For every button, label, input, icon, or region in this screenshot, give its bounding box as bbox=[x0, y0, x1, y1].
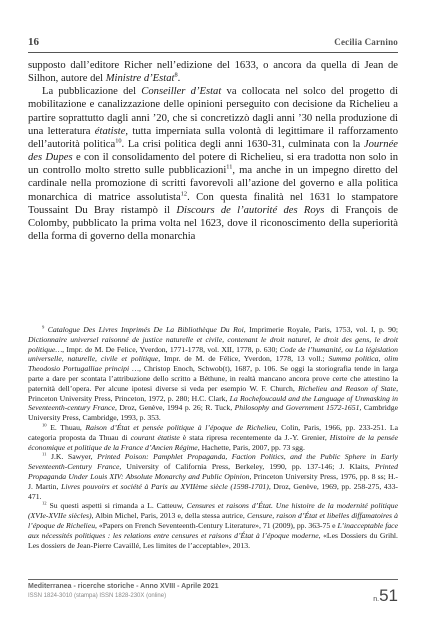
italic-text: Conseiller d’Estat bbox=[141, 86, 222, 98]
note-reference: 12 bbox=[180, 190, 188, 198]
text-run: va collocata nel solco del progetto di mobilitazione e canalizzazione delle opinioni perseguito con decisione da Richelieu a partire soprattutto dagli anni ’20, che si concretizzò dagli anni ’30 nella produzione di una letteratura bbox=[28, 86, 399, 137]
italic-text: Ministre d’Estat bbox=[105, 73, 175, 85]
note-reference: 8 bbox=[174, 71, 178, 79]
footer-rule bbox=[28, 579, 398, 580]
italic-text: Histoire de la pensée économique et politique de la France d’Ancien Régime bbox=[28, 432, 398, 452]
italic-text: Discours de l’autorité des Roys bbox=[176, 204, 325, 216]
footnotes bbox=[28, 325, 398, 550]
text-run: , Impr. de M. De Felice, Yverdon, 1771-1778, vol. XII, 1778, p. 630; bbox=[62, 344, 280, 354]
note-reference: 12 bbox=[42, 500, 47, 506]
text-run: . bbox=[177, 73, 181, 85]
text-run: , «Papers on French Seventeenth-Century Literature», 71 (2009), pp. 363-75 e bbox=[95, 520, 338, 530]
note-reference: 10 bbox=[42, 422, 47, 428]
text-run: , tutta imperniata sulla volontà di legittimare il rafforzamento dell’autorità politica bbox=[28, 125, 399, 150]
page-number-value: 51 bbox=[379, 586, 398, 605]
text-run: E. Thuau, bbox=[46, 422, 86, 432]
text-run: La pubblicazione del bbox=[42, 86, 142, 98]
footer-page-number bbox=[373, 586, 398, 606]
note-reference: 11 bbox=[42, 451, 47, 457]
text-run: . La crisi politica degli anni 1630-31, culminata con la bbox=[121, 138, 364, 150]
note-reference: 10 bbox=[115, 137, 122, 145]
text-run: , University of California Press, Berkeley, 1990, pp. 137-146; J. Klaits, bbox=[119, 462, 375, 472]
italic-text: Summa politica, olim Theodosio Portugalliae principi … bbox=[28, 354, 398, 374]
note-reference: 11 bbox=[226, 163, 233, 171]
footnote bbox=[28, 325, 398, 423]
text-run: , «Les Dossiers du Grihl. Les dossiers de Jean-Pierre Cavaillé, Les limites de l’acceptable», 2013. bbox=[28, 530, 398, 550]
body-paragraph bbox=[28, 59, 398, 85]
italic-text: Censures et raisons d’État. Une histoire de la modernité politique (XVIe-XVIIe siècles) bbox=[28, 501, 399, 521]
text-run: , Cambridge University Press, Cambridge, 1993, p. 353. bbox=[28, 403, 398, 423]
text-run: è stata ripresa recentemente da J.-Y. Grenier, bbox=[179, 432, 330, 442]
text-run: . Con questa finalità nel 1631 lo stampatore Toussaint Du Bray ristampò il bbox=[28, 191, 399, 216]
italic-text: Journée des Dupes bbox=[28, 138, 398, 164]
header-rule bbox=[28, 52, 398, 53]
italic-text: Livres pouvoirs et société à Paris au XVIIème siècle (1598-1701) bbox=[61, 481, 269, 491]
issn-info: ISSN 1824-3010 (stampa) ISSN 1828-230X (online) bbox=[28, 593, 167, 599]
running-head-author: Cecilia Carnino bbox=[334, 37, 398, 47]
text-run: , Albin Michel, Paris, 2013 e, della stessa autrice, bbox=[91, 511, 247, 521]
text-run: , Droz, Genève, 1994 p. 26; R. Tuck, bbox=[114, 403, 235, 413]
italic-text: Richelieu and Reason of State bbox=[298, 383, 397, 393]
journal-info: Mediterranea - ricerche storiche - Anno XVIII - Aprile 2021 bbox=[28, 583, 219, 590]
text-run: , Imprimerie Royale, Paris, 1753, vol. I, p. 90; bbox=[243, 325, 398, 334]
italic-text: Dictionnaire universel raisonné de justice naturelle et civile, contenant le droit naturel, le droit des gens, le droit politique… bbox=[28, 334, 398, 354]
italic-text: étatiste bbox=[94, 125, 126, 137]
italic-text: Raison d’État et pensée politique à l’époque de Richelieu bbox=[85, 422, 276, 432]
italic-text: Code de l’humanité, ou La législation universelle, naturelle, civile et politique bbox=[28, 344, 398, 364]
italic-text: L’inacceptable face aux nécessités politiques : les relations entre censures et raisons d’État à l’époque moderne bbox=[28, 520, 398, 540]
italic-text: La Rochefoucauld and the Language of Unmasking in Seventeenth-century France bbox=[28, 393, 398, 413]
footnote bbox=[28, 423, 398, 452]
body-text bbox=[28, 59, 398, 243]
text-run: , Hachette, Paris, 2007, pp. 73 sgg. bbox=[197, 442, 305, 452]
page-header bbox=[28, 36, 398, 50]
text-run: , Impr. de M. de Félice, Yverdon, 1778, 13 voll.; bbox=[158, 354, 329, 364]
italic-text: Censure, raison d’État et libelles diffamatoires à l’époque de Richelieu bbox=[28, 511, 398, 530]
text-run: , Christop Enoch, Schwob(t), 1687, p. 106. Se oggi la storiografia tende in larga parte a dare per scontata l’attribuzione dello scritto a Béthune, in realtà mancano ancora prove certe che attestino la paternità dell’opera. Per alcune ipotesi diverse si veda per esempio W. F. Church, bbox=[28, 364, 398, 393]
page-prefix: n. bbox=[373, 596, 380, 603]
italic-text: Catalogue Des Livres Imprimés De La Bibliothèque Du Roi bbox=[47, 325, 244, 334]
text-run: , Princeton University Press, 1976, pp. 8 ss; H.-J. Martin, bbox=[28, 471, 398, 491]
text-run: , ma anche in un impegno diretto del cardinale nella promozione di scritti favorevoli all’azione del governo e alla politica monarchica di matrice assolutista bbox=[28, 165, 398, 203]
italic-text: Printed Poison: Pamphlet Propaganda, Faction Politics, and the Public Sphere in Early Seventeenth-Century France bbox=[28, 452, 398, 472]
note-reference: 9 bbox=[42, 324, 45, 330]
text-run: Su questi aspetti si rimanda a L. Catteuw, bbox=[46, 501, 187, 511]
page-footer bbox=[28, 583, 398, 611]
italic-text: Printed Propaganda Under Louis XIV: Absolute Monarchy and Public Opinion bbox=[28, 462, 399, 481]
body-paragraph bbox=[28, 85, 398, 243]
italic-text: courant étatiste bbox=[130, 432, 180, 442]
text-run: e con il consolidamento del potere di Richelieu, si era tradotta non solo in un controllo molto stretto sulle pubblicazioni bbox=[28, 152, 398, 177]
footnote bbox=[28, 501, 398, 550]
text-run: supposto dall’editore Richer nell’edizione del 1633, o ancora da quella di Jean de Silhon, autore del bbox=[28, 60, 398, 85]
text-run: J.K. Sawyer, bbox=[46, 452, 98, 462]
text-run: , Princeton University Press, Princeton, 1972, p. 280; H.C. Clark, bbox=[28, 383, 398, 403]
footnote bbox=[28, 452, 398, 501]
header-page-number: 16 bbox=[28, 36, 39, 48]
text-run: , Droz, Genève, 1969, pp. 258-275, 433-471. bbox=[28, 481, 398, 501]
italic-text: Philosophy and Government 1572-1651 bbox=[234, 403, 360, 413]
text-run: , Colin, Paris, 1966, pp. 233-251. La categoria proposta da Thuau di bbox=[28, 422, 398, 442]
text-run: di François de Colomby, pubblicato la prima volta nel 1623, dove il riconoscimento della superiorità della forma di governo della monarchia bbox=[28, 204, 398, 243]
